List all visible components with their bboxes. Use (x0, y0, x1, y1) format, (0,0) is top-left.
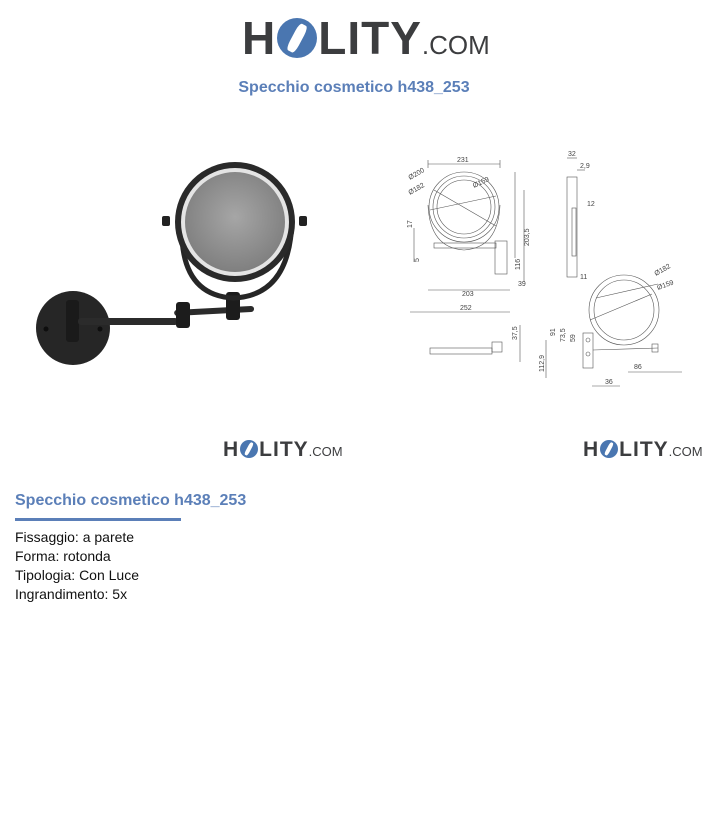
dim-rear-d159: Ø159 (656, 279, 675, 292)
dim-11: 11 (580, 274, 588, 281)
spec-mounting: Fissaggio: a parete (15, 529, 135, 545)
dim-12: 12 (587, 201, 595, 208)
spec-list (15, 528, 139, 604)
dim-d200: Ø200 (407, 167, 426, 182)
brand-logo[interactable] (242, 12, 490, 64)
spec-type: Tipologia: Con Luce (15, 567, 140, 583)
logo-domain: .COM (308, 444, 343, 459)
dim-91: 91 (550, 328, 557, 336)
dim-36: 36 (605, 379, 613, 386)
dim-86: 86 (634, 364, 642, 371)
dim-rear-d182: Ø182 (653, 263, 672, 278)
dim-203: 203 (462, 291, 474, 298)
logo-text-end: LITY (259, 438, 309, 461)
dim-112-9: 112,9 (539, 355, 546, 372)
spec-magnification: Ingrandimento: 5x (15, 586, 128, 602)
dim-252: 252 (460, 305, 472, 312)
dim-2-9: 2,9 (580, 163, 590, 170)
dim-37-5: 37,5 (512, 326, 519, 340)
section-divider (15, 518, 181, 521)
dim-d159: Ø159 (471, 176, 491, 190)
logo-domain: .COM (421, 30, 490, 60)
page-title: Specchio cosmetico h438_253 (238, 79, 470, 96)
logo-text-start: H (583, 438, 600, 461)
logo-o-icon (240, 440, 258, 458)
dim-5: 5 (414, 258, 421, 262)
section-title: Specchio cosmetico h438_253 (15, 492, 247, 509)
drawing-logo (583, 438, 703, 460)
dim-d182: Ø182 (407, 182, 426, 197)
logo-text-end: LITY (318, 12, 422, 64)
product-photo[interactable] (28, 150, 308, 380)
dim-73-5: 73,5 (560, 328, 567, 342)
logo-text-start: H (223, 438, 240, 461)
dim-203-5: 203,5 (524, 228, 531, 246)
dim-32: 32 (568, 151, 576, 158)
dim-231: 231 (457, 157, 469, 164)
arm-lower (78, 318, 178, 325)
dim-116: 116 (515, 258, 522, 270)
technical-drawing[interactable] (400, 150, 705, 395)
logo-o-icon (600, 440, 618, 458)
logo-text-start: H (242, 12, 277, 64)
photo-logo (223, 438, 343, 460)
dim-59: 59 (570, 334, 577, 342)
logo-o-icon (277, 18, 317, 58)
dim-39: 39 (518, 281, 526, 288)
dim-17: 17 (407, 220, 414, 228)
spec-shape: Forma: rotonda (15, 548, 111, 564)
logo-text-end: LITY (619, 438, 669, 461)
logo-domain: .COM (668, 444, 703, 459)
mirror-glass (185, 172, 285, 272)
